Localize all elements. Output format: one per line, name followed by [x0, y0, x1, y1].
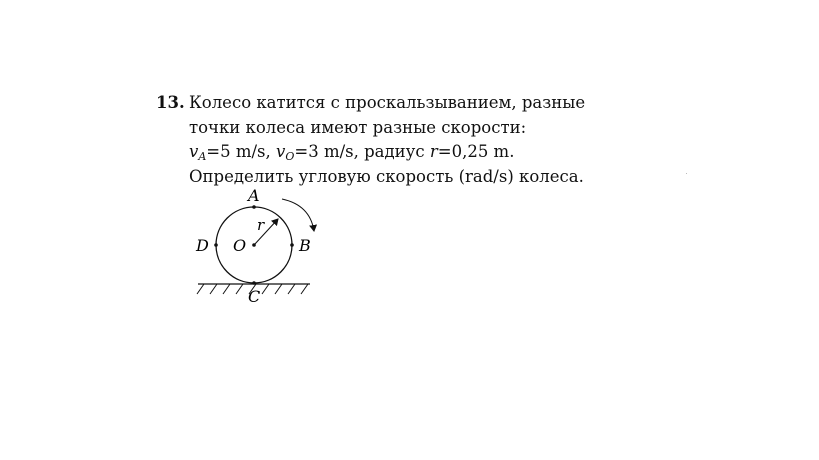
point-o-dot	[252, 243, 256, 247]
vo-symbol: v	[276, 142, 286, 161]
label-c: C	[248, 287, 261, 306]
problem-line-2: точки колеса имеют разные скорости:	[189, 117, 527, 137]
vo-subscript: O	[285, 150, 295, 163]
label-d: D	[196, 236, 209, 255]
wheel-figure	[190, 183, 320, 312]
point-c-dot	[252, 281, 256, 285]
problem-text	[189, 91, 585, 189]
label-r: r	[257, 216, 265, 234]
point-d-dot	[214, 243, 218, 247]
point-b-dot	[290, 243, 294, 247]
radius-value: =0,25 m.	[437, 142, 515, 161]
problem-line-1: Колесо катится с проскальзыванием, разные	[189, 93, 586, 112]
va-value: =5 m/s,	[206, 142, 277, 161]
va-symbol: v	[189, 142, 199, 161]
problem-number: 13.	[156, 93, 185, 112]
label-a: A	[248, 186, 260, 205]
stray-dot	[686, 173, 687, 174]
vo-value: =3 m/s, радиус	[294, 142, 430, 161]
problem-line-3	[189, 140, 585, 165]
va-subscript: A	[198, 150, 207, 163]
problem-block	[156, 91, 585, 189]
point-a-dot	[252, 205, 256, 209]
problem-line-4: Определить угловую скорость (rad/s) колеса.	[189, 166, 584, 186]
label-b: B	[299, 236, 311, 255]
label-o: O	[233, 236, 247, 255]
radius-symbol: r	[429, 142, 438, 161]
wheel-diagram	[190, 183, 320, 308]
